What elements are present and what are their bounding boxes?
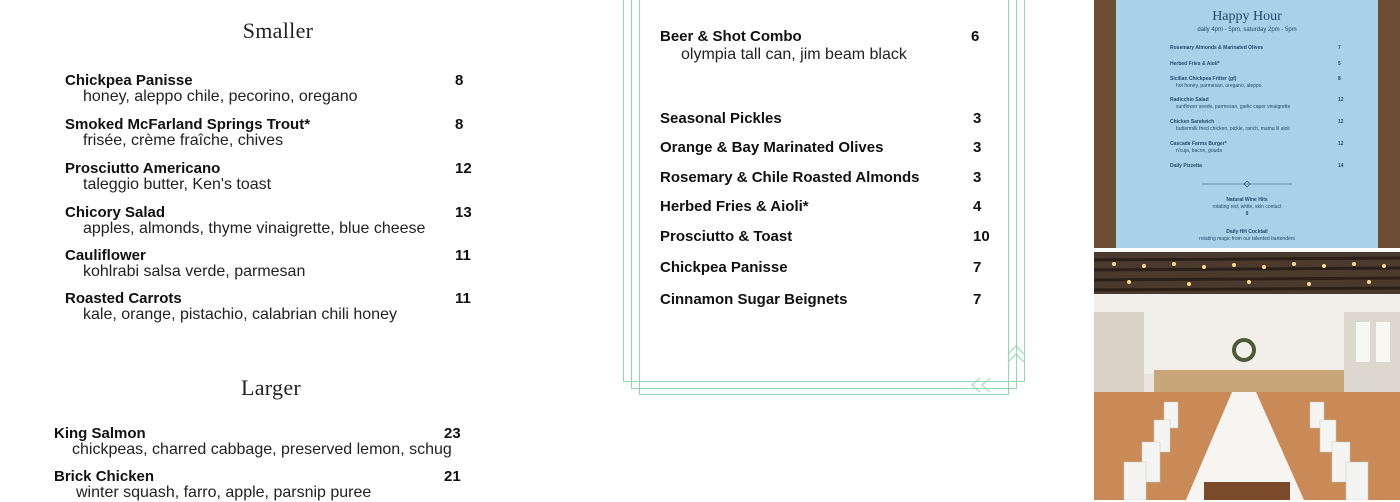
item-price: 23 [444, 425, 461, 442]
card-item-price: 12 [1338, 119, 1344, 125]
item-desc: frisée, crème fraîche, chives [83, 132, 284, 149]
card-cocktail-name: Daily HH Cocktail [1226, 229, 1268, 235]
item-price: 21 [444, 468, 461, 485]
section-title-larger: Larger [240, 375, 302, 400]
item-desc: taleggio butter, Ken's toast [83, 176, 272, 193]
hh-item-name: Prosciutto & Toast [660, 228, 793, 245]
item-name: King Salmon [54, 425, 146, 442]
frame-ornament-icon [960, 332, 1030, 396]
hh-item-price: 10 [973, 228, 990, 245]
divider-ornament-icon [1202, 180, 1292, 188]
item-name: Smoked McFarland Springs Trout* [65, 116, 311, 133]
item-desc: kohlrabi salsa verde, parmesan [83, 263, 306, 280]
hh-item-price: 4 [973, 198, 982, 215]
card-item-price: 8 [1338, 76, 1341, 82]
happy-hour-menu-photo [1094, 0, 1400, 248]
combo-desc: olympia tall can, jim beam black [681, 46, 907, 63]
combo-price: 6 [971, 28, 980, 45]
item-price: 8 [455, 72, 464, 89]
card-item-price: 7 [1338, 45, 1341, 51]
card-item-name: Rosemary Almonds & Marinated Olives [1170, 45, 1264, 51]
card-item-price: 12 [1338, 97, 1344, 103]
hh-item-name: Seasonal Pickles [660, 110, 782, 127]
hh-item-name: Rosemary & Chile Roasted Almonds [660, 169, 920, 186]
card-item-name: Cascade Farms Burger* [1170, 141, 1227, 147]
card-wine-price: 9 [1245, 211, 1249, 217]
happy-hour-card [1116, 0, 1378, 248]
card-item-desc: n'cuja, bacon, gouda [1176, 148, 1222, 154]
section-title-smaller: Smaller [242, 18, 314, 43]
item-price: 11 [455, 247, 471, 264]
item-name: Chickpea Panisse [65, 72, 193, 89]
item-name: Chicory Salad [65, 204, 166, 221]
hh-item-price: 3 [973, 169, 982, 186]
card-item-name: Radicchio Salad [1170, 97, 1209, 103]
item-desc: apples, almonds, thyme vinaigrette, blue cheese [83, 220, 426, 237]
item-price: 12 [455, 160, 472, 177]
card-item-price: 14 [1338, 163, 1344, 169]
card-item-price: 12 [1338, 141, 1344, 147]
item-price: 8 [455, 116, 464, 133]
card-item-name: Herbed Fries & Aioli* [1170, 61, 1220, 67]
hh-item-price: 7 [973, 259, 982, 276]
item-desc: honey, aleppo chile, pecorino, oregano [83, 88, 358, 105]
card-wine-name: Natural Wine Hits [1226, 197, 1268, 203]
item-name: Prosciutto Americano [65, 160, 221, 177]
item-name: Cauliflower [65, 247, 146, 264]
hh-item-name: Orange & Bay Marinated Olives [660, 139, 884, 156]
card-item-desc: buttermilk fried chicken, pickle, ranch, mama lil aioli [1176, 126, 1290, 132]
hh-item-price: 3 [973, 110, 982, 127]
hh-item-name: Chickpea Panisse [660, 259, 788, 276]
item-price: 13 [455, 204, 472, 221]
card-item-desc: hot honey, parmesan, oregano, aleppo [1176, 83, 1262, 89]
item-desc: kale, orange, pistachio, calabrian chili honey [83, 306, 397, 323]
card-item-name: Daily Pizzetta [1170, 163, 1202, 169]
card-title: Happy Hour [1212, 9, 1282, 24]
item-price: 11 [455, 290, 471, 307]
card-item-name: Sicilian Chickpea Fritter (gf) [1170, 76, 1237, 82]
card-subtitle: daily 4pm - 5pm, saturday 2pm - 5pm [1197, 27, 1297, 33]
item-desc: chickpeas, charred cabbage, preserved lemon, schug [72, 441, 452, 458]
hh-item-price: 3 [973, 139, 982, 156]
card-cocktail-desc: rotating magic from our talented bartenders [1199, 236, 1295, 242]
card-item-name: Chicken Sandwich [1170, 119, 1215, 125]
card-item-price: 5 [1338, 61, 1341, 67]
item-name: Brick Chicken [54, 468, 155, 485]
dining-room-photo [1094, 252, 1400, 500]
hh-item-name: Cinnamon Sugar Beignets [660, 291, 848, 308]
hh-item-price: 7 [973, 291, 982, 308]
dining-room-illustration [1094, 252, 1400, 500]
combo-name: Beer & Shot Combo [660, 28, 802, 45]
hh-item-name: Herbed Fries & Aioli* [660, 198, 809, 215]
item-name: Roasted Carrots [65, 290, 182, 307]
card-wine-desc: rotating red, white, skin contact [1212, 204, 1282, 210]
card-item-desc: sunflower seeds, parmesan, garlic caper vinaigrette [1176, 104, 1291, 110]
item-desc: winter squash, farro, apple, parsnip puree [76, 484, 372, 501]
